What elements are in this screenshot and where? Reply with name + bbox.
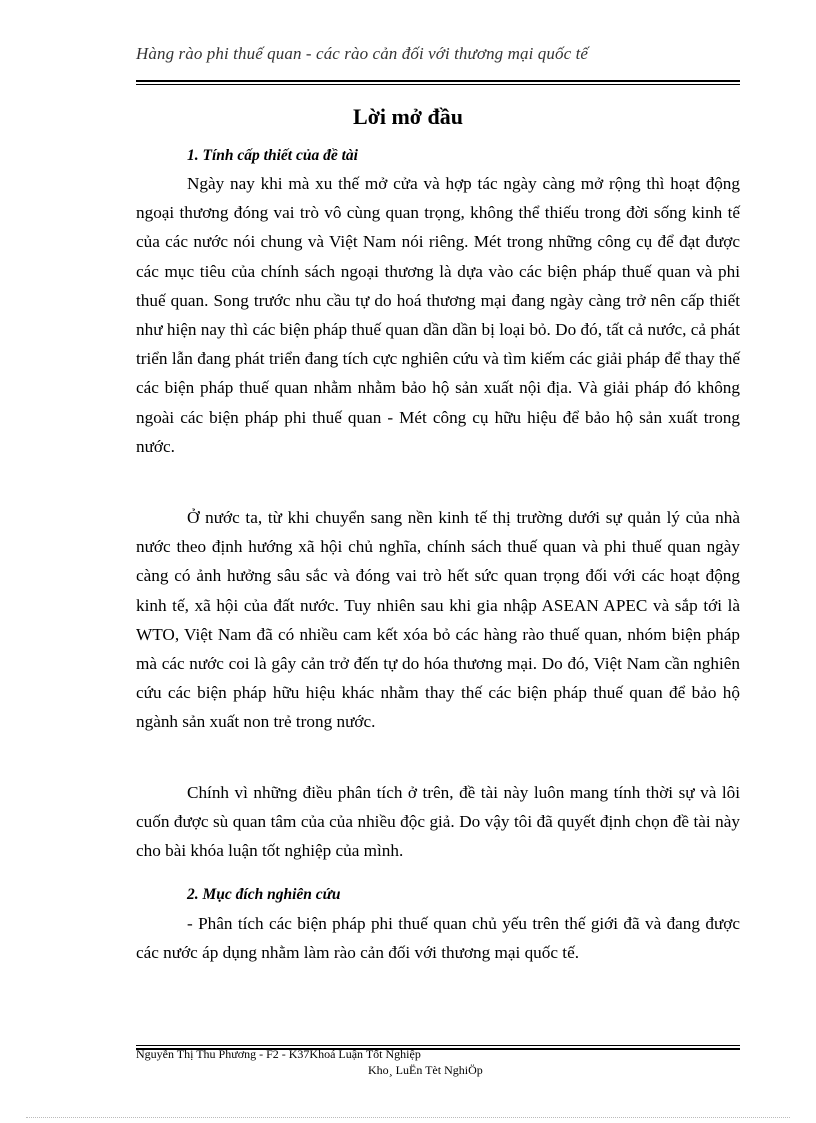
section-heading-2: 2. Mục đích nghiên cứu	[187, 886, 341, 903]
section-heading-1: 1. Tính cấp thiết của đề tài	[187, 147, 358, 164]
running-header: Hàng rào phi thuế quan - các rào cản đối với thương mại quốc tế	[136, 44, 589, 63]
page-edge-divider	[26, 1117, 790, 1118]
footer-rule-thin	[136, 1045, 740, 1046]
footer-title-line: Kho¸ LuËn Tèt NghiÖp	[368, 1063, 483, 1077]
paragraph-2: Ở nước ta, từ khi chuyển sang nền kinh tế thị trường dưới sự quản lý của nhà nước theo định hướng xã hội chủ nghĩa, chính sách thuế quan và phi thuế quan ngày càng có ảnh hưởng sâu sắc và đóng vai trò hết sức quan trọng đối với các hoạt động kinh tế, xã hội của đất nước. Tuy nhiên sau khi gia nhập ASEAN APEC và sắp tới là WTO, Việt Nam đã có nhiều cam kết xóa bỏ các hàng rào thuế quan, nhóm biện pháp mà các nước coi là gây cản trở đến tự do hóa thương mại. Do đó, Việt Nam cần nghiên cứu các biện pháp hữu hiệu khác nhằm thay thế các biện pháp thuế quan để bảo hộ ngành sản xuất non trẻ trong nước.	[136, 508, 740, 732]
paragraph-4: - Phân tích các biện pháp phi thuế quan chủ yếu trên thế giới đã và đang được các nước áp dụng nhằm làm rào cản đối với thương mại quốc tế.	[136, 914, 740, 963]
header-rule-thick	[136, 80, 740, 82]
paragraph-1: Ngày nay khi mà xu thế mở cửa và hợp tác ngày càng mở rộng thì hoạt động ngoại thương đóng vai trò vô cùng quan trọng, không thể thiếu trong đời sống kinh tế của các nước nói chung và Việt Nam nói riêng. Mét trong những công cụ để đạt được các mục tiêu của chính sách ngoại thương là dựa vào các biện pháp thuế quan và phi thuế quan. Song trước nhu cầu tự do hoá thương mại đang ngày càng trở nên cấp thiết như hiện nay thì các biện pháp thuế quan dần dần bị loại bỏ. Do đó, tất cả nước, cả phát triển lẫn đang phát triển đang tích cực nghiên cứu và tìm kiếm các giải pháp để thay thế các biện pháp thuế quan nhằm nhằm bảo hộ sản xuất nội địa. Và giải pháp đó không ngoài các biện pháp phi thuế quan - Mét công cụ hữu hiệu để bảo hộ sản xuất trong nước.	[136, 174, 740, 456]
page-title: Lời mở đầu	[353, 104, 463, 129]
paragraph-3: Chính vì những điều phân tích ở trên, đề tài này luôn mang tính thời sự và lôi cuốn được sù quan tâm của của nhiều độc giả. Do vậy tôi đã quyết định chọn đề tài này cho bài khóa luận tốt nghiệp của mình.	[136, 783, 740, 861]
footer-author-line: Nguyễn Thị Thu Phương - F2 - K37Khoá Luận Tốt Nghiệp	[136, 1047, 421, 1061]
header-rule-thin	[136, 84, 740, 85]
